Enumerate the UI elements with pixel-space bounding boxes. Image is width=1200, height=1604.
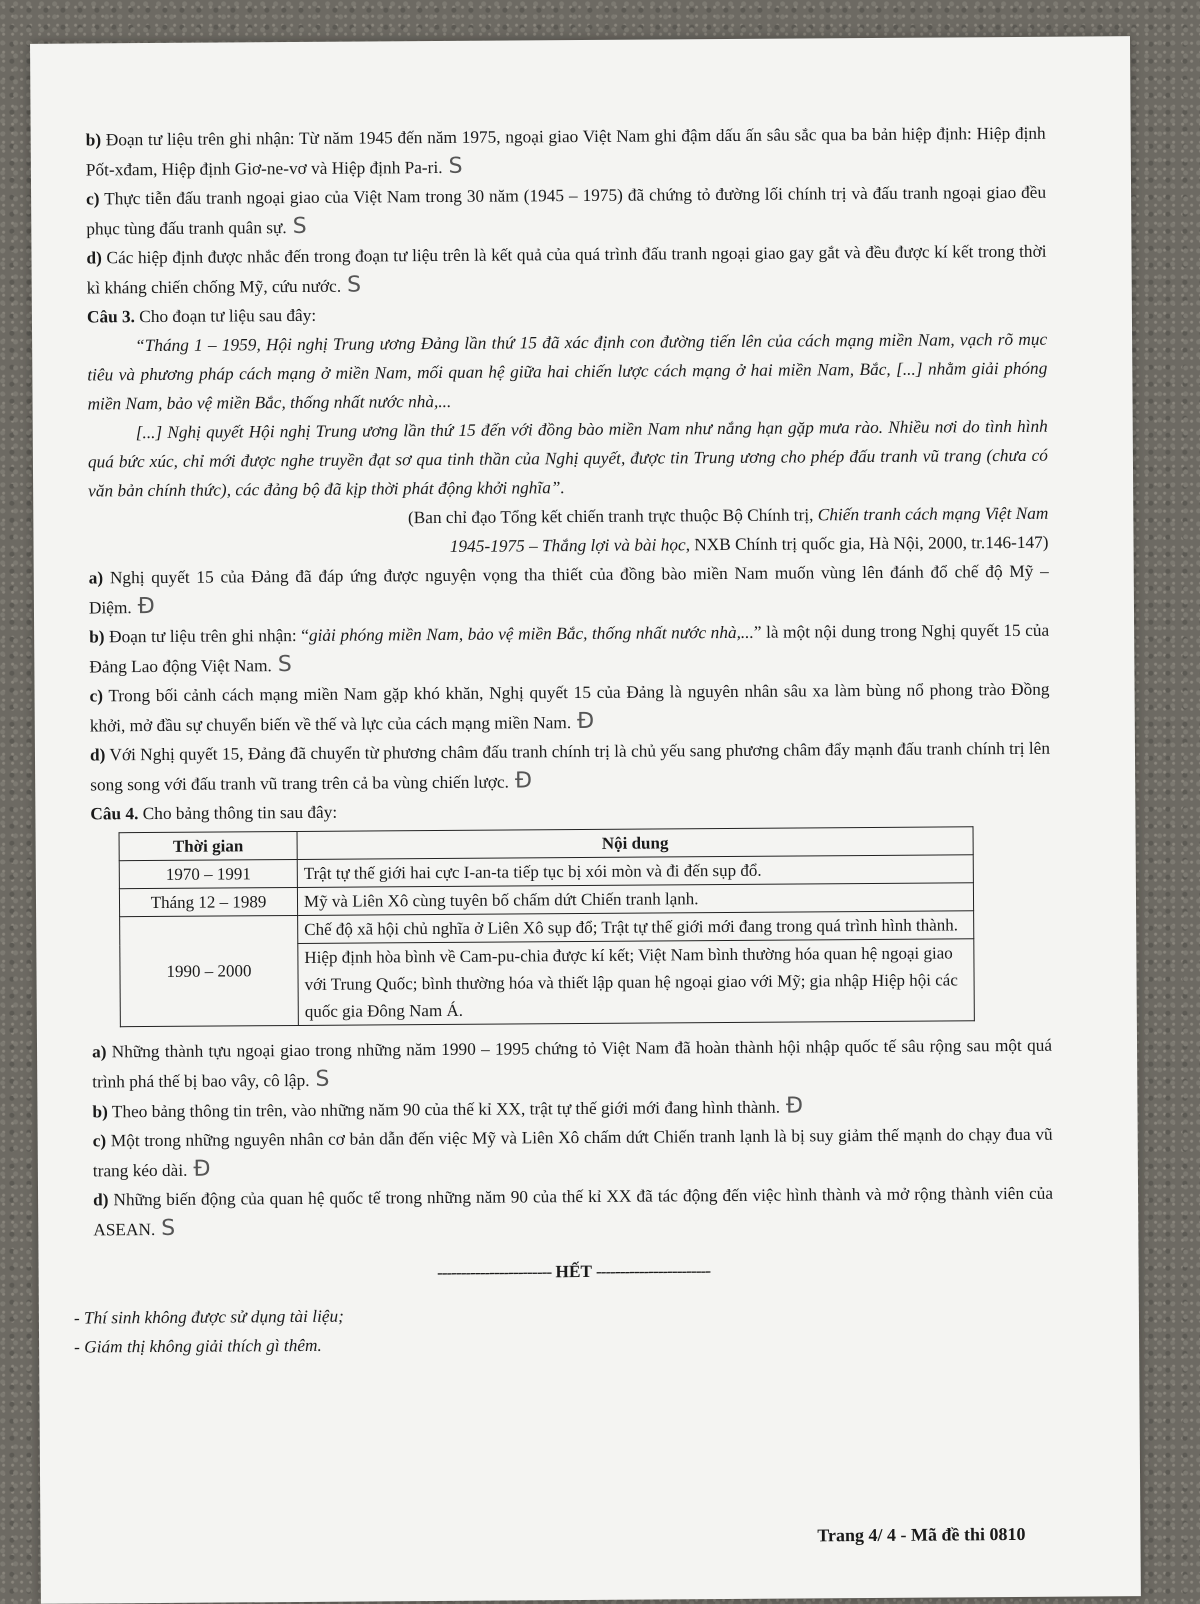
page-footer: Trang 4/ 4 - Mã đề thi 0810 <box>817 1523 1026 1546</box>
source-author: (Ban chỉ đạo Tổng kết chiến tranh trực thuộc Bộ Chính trị, <box>407 505 818 528</box>
item-text: Theo bảng thông tin trên, vào những năm 90 của thế kỉ XX, trật tự thế giới mới đang hình thành. <box>111 1097 781 1122</box>
q2-item-d <box>86 237 1046 303</box>
item-text: Thực tiễn đấu tranh ngoại giao của Việt Nam trong 30 năm (1945 – 1975) đã chứng tỏ đường lối chính trị và đấu tranh ngoại giao đều phục tùng đấu tranh quân sự. <box>86 182 1047 239</box>
source-publisher: , NXB Chính trị quốc gia, Hà Nội, 2000, tr.146-147) <box>685 532 1049 555</box>
q2-item-c <box>86 178 1046 244</box>
handwritten-mark: S <box>161 1215 176 1241</box>
item-label: b) <box>92 1102 108 1122</box>
question-text: Cho bảng thông tin sau đây: <box>142 802 338 824</box>
note-line: - Thí sinh không được sử dụng tài liệu; <box>73 1306 344 1328</box>
cell-content: Mỹ và Liên Xô cùng tuyên bố chấm dứt Chiến tranh lạnh. <box>297 883 973 916</box>
item-label: a) <box>88 568 104 588</box>
item-text: Các hiệp định được nhắc đến trong đoạn tư liệu trên là kết quả của quá trình đấu tranh ngoại giao gay gắt và đều được kí kết trong thời kì kháng chiến chống Mỹ, cứu nước. <box>86 241 1047 298</box>
q3-item-c <box>89 675 1049 741</box>
cell-content: Trật tự thế giới hai cực I-an-ta tiếp tục bị xói mòn và đi đến sụp đổ. <box>297 855 973 888</box>
exam-notes <box>74 1297 1054 1362</box>
question-label: Câu 3. <box>86 307 136 327</box>
item-text: Nghị quyết 15 của Đảng đã đáp ứng được nguyện vọng tha thiết của đồng bào miền Nam muốn vùng lên đánh đổ chế độ Mỹ – Diệm. <box>88 561 1049 618</box>
cell-time: Tháng 12 – 1989 <box>119 887 297 916</box>
item-label: d) <box>93 1190 109 1210</box>
divider: ------------------------ <box>595 1261 711 1281</box>
q3-item-b <box>89 616 1049 682</box>
exam-content <box>73 119 1055 1362</box>
handwritten-mark: Đ <box>577 708 595 735</box>
handwritten-mark: Đ <box>514 768 533 794</box>
cell-content: Chế độ xã hội chủ nghĩa ở Liên Xô sụp đổ; Trật tự thế giới mới đang trong quá trình hình thành. <box>298 911 974 944</box>
item-text: Một trong những nguyên nhân cơ bản dẫn đến việc Mỹ và Liên Xô chấm dứt Chiến tranh lạnh là bị suy giảm thế mạnh do chạy đua vũ trang kéo dài. <box>92 1124 1053 1181</box>
q3-quote-paragraph-2: [...] Nghị quyết Hội nghị Trung ương lần thứ 15 đến với đồng bào miền Nam như nắng hạn gặp mưa rào. Nhiều nơi do tình hình quá bức xúc, chỉ mới được nghe truyền đạt sơ qua tinh thần của Nghị quyết, được tin Trung ương cho phép đấu tranh vũ trang (chưa có văn bản chính thức), các đảng bộ đã kịp thời phát động khởi nghĩa”. <box>87 416 1048 501</box>
q4-item-a <box>92 1031 1052 1097</box>
item-label: a) <box>91 1042 107 1062</box>
item-label: d) <box>89 745 106 765</box>
handwritten-mark: S <box>277 652 292 678</box>
q4-items <box>92 1031 1053 1245</box>
item-quote: giải phóng miền Nam, bảo vệ miền Bắc, thống nhất nước nhà,... <box>308 622 754 645</box>
handwritten-mark: Đ <box>137 593 155 620</box>
item-text-post: ” là một nội dung trong Nghị quyết 15 của Đảng Lao động Việt Nam. <box>89 620 1050 677</box>
col-header-content: Nội dung <box>297 827 973 860</box>
item-text: Với Nghị quyết 15, Đảng đã chuyển từ phương châm đấu tranh chính trị là chủ yếu sang phương châm đẩy mạnh đấu tranh chính trị lên song song với đấu tranh vũ trang trên cả ba vùng chiến lược. <box>90 738 1051 795</box>
q4-item-c <box>93 1120 1053 1186</box>
item-label: c) <box>89 686 104 706</box>
item-text: Những thành tựu ngoại giao trong những năm 1990 – 1995 chứng tỏ Việt Nam đã hoàn thành hội nhập quốc tế sâu rộng sau một quá trình phá thế bị bao vây, cô lập. <box>92 1035 1053 1092</box>
item-text: Trong bối cảnh cách mạng miền Nam gặp khó khăn, Nghị quyết 15 của Đảng là nguyên nhân sâu xa làm bùng nổ phong trào Đồng khởi, mở đầu sự chuyển biến về thế và lực của cách mạng miền Nam. <box>89 679 1050 736</box>
divider: ------------------------ <box>436 1262 552 1283</box>
handwritten-mark: S <box>347 272 362 298</box>
q4-item-d <box>93 1179 1053 1245</box>
q4-info-table <box>119 826 975 1027</box>
item-label: b) <box>89 627 105 647</box>
exam-page <box>30 36 1141 1604</box>
source-title-cont: 1945-1975 – Thắng lợi và bài học <box>449 535 686 556</box>
handwritten-mark: S <box>292 213 307 240</box>
handwritten-mark: S <box>315 1066 330 1092</box>
item-label: c) <box>92 1131 107 1151</box>
q3-quote-paragraph-1: “Tháng 1 – 1959, Hội nghị Trung ương Đảng lần thứ 15 đã xác định con đường tiến lên của cách mạng miền Nam, vạch rõ mục tiêu và phương pháp cách mạng ở miền Nam, mối quan hệ giữa hai chiến lược cách mạng ở hai miền Nam, Bắc, [...] nhằm giải phóng miền Nam, bảo vệ miền Bắc, thống nhất nước nhà,... <box>87 329 1048 414</box>
q3-item-a <box>89 557 1049 623</box>
handwritten-mark: S <box>448 153 463 179</box>
cell-content: Hiệp định hòa bình về Cam-pu-chia được kí kết; Việt Nam bình thường hóa quan hệ ngoại giao với Trung Quốc; bình thường hóa và thiết lập quan hệ ngoại giao với Mỹ; gia nhập Hiệp hội các quốc gia Đông Nam Á. <box>298 939 975 1026</box>
item-label: d) <box>86 248 102 268</box>
col-header-time: Thời gian <box>119 831 297 860</box>
q2-item-b <box>86 119 1046 185</box>
source-title: Chiến tranh cách mạng Việt Nam <box>817 503 1049 525</box>
item-text-pre: Đoạn tư liệu trên ghi nhận: “ <box>109 625 309 647</box>
q3-source-citation <box>88 499 1048 564</box>
item-label: c) <box>86 189 100 209</box>
question-label: Câu 4. <box>90 804 139 824</box>
q3-item-d <box>90 734 1050 800</box>
end-text: HẾT <box>555 1261 592 1282</box>
question-text: Cho đoạn tư liệu sau đây: <box>139 305 317 327</box>
cell-time: 1970 – 1991 <box>119 859 297 888</box>
cell-time: 1990 – 2000 <box>120 915 299 1026</box>
handwritten-mark: Đ <box>785 1093 804 1119</box>
handwritten-mark: Đ <box>193 1156 211 1182</box>
note-line: - Giám thị không giải thích gì thêm. <box>74 1335 322 1357</box>
end-marker <box>94 1254 1054 1290</box>
item-text: Những biến động của quan hệ quốc tế trong những năm 90 của thế kỉ XX đã tác động đến việc hình thành và mở rộng thành viên của ASEAN. <box>93 1183 1054 1240</box>
item-text: Đoạn tư liệu trên ghi nhận: Từ năm 1945 đến năm 1975, ngoại giao Việt Nam ghi đậm dấu ấn sâu sắc qua ba bản hiệp định: Hiệp định Pốt-xđam, Hiệp định Giơ-ne-vơ và Hiệp định Pa-ri. <box>85 123 1046 180</box>
q4-heading <box>90 793 1050 829</box>
item-label: b) <box>85 130 102 150</box>
